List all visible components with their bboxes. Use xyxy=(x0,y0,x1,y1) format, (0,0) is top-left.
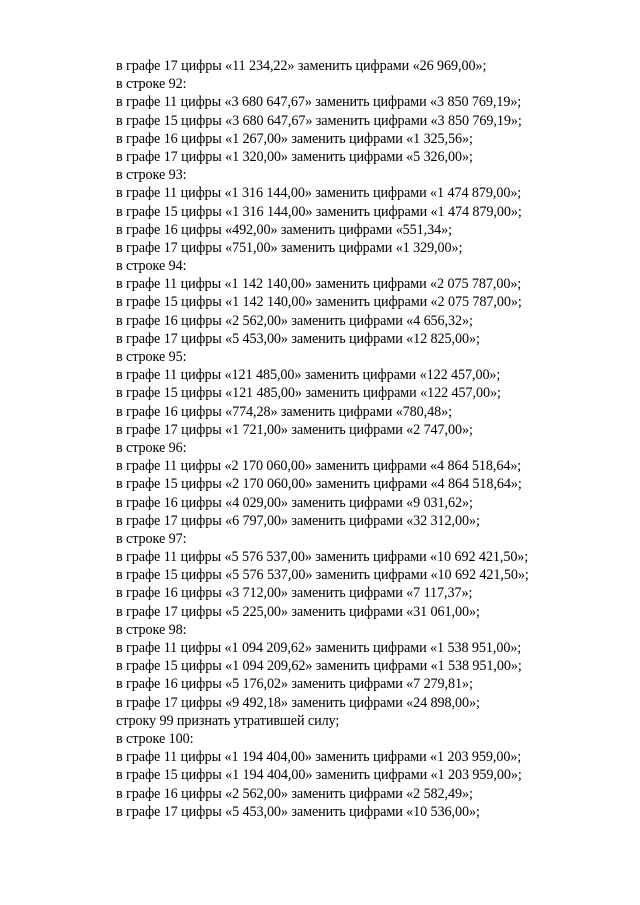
text-line: в графе 11 цифры «1 316 144,00» заменить цифрами «1 474 879,00»; xyxy=(116,185,522,202)
row-heading: в строке 95: xyxy=(116,349,187,365)
row-heading: в строке 97: xyxy=(116,530,187,547)
row-heading: в строке 96: xyxy=(116,439,187,456)
text-line: в графе 16 цифры «2 562,00» заменить цифрами «4 656,32»; xyxy=(116,312,473,329)
text-line: в графе 15 цифры «1 194 404,00» заменить цифрами «1 203 959,00»; xyxy=(116,767,522,784)
row-heading: в строке 100: xyxy=(116,730,194,747)
text-line: в графе 17 цифры «5 225,00» заменить цифрами «31 061,00»; xyxy=(116,603,480,620)
text-line: в графе 11 цифры «2 170 060,00» заменить цифрами «4 864 518,64»; xyxy=(116,458,522,475)
text-line: в графе 11 цифры «3 680 647,67» заменить цифрами «3 850 769,19»; xyxy=(116,94,522,111)
text-line: в графе 11 цифры «5 576 537,00» заменить цифрами «10 692 421,50»; xyxy=(116,549,529,566)
text-line: в графе 17 цифры «5 453,00» заменить цифрами «12 825,00»; xyxy=(116,330,480,347)
text-line: в графе 17 цифры «5 453,00» заменить цифрами «10 536,00»; xyxy=(116,803,480,820)
text-line: в графе 16 цифры «774,28» заменить цифрами «780,48»; xyxy=(116,403,452,420)
document-body xyxy=(116,57,616,821)
row-heading: в строке 92: xyxy=(116,76,187,93)
text-line: в графе 16 цифры «3 712,00» заменить цифрами «7 117,37»; xyxy=(116,585,473,602)
text-line: строку 99 признать утратившей силу; xyxy=(116,712,340,729)
text-line: в графе 15 цифры «2 170 060,00» заменить цифрами «4 864 518,64»; xyxy=(116,476,522,493)
text-line: в графе 17 цифры «11 234,22» заменить цифрами «26 969,00»; xyxy=(116,58,487,74)
row-heading: в строке 93: xyxy=(116,167,187,184)
text-line: в графе 11 цифры «1 142 140,00» заменить цифрами «2 075 787,00»; xyxy=(116,276,522,293)
text-line: в графе 15 цифры «1 316 144,00» заменить цифрами «1 474 879,00»; xyxy=(116,203,522,220)
text-line: в графе 16 цифры «2 562,00» заменить цифрами «2 582,49»; xyxy=(116,785,473,802)
text-line: в графе 17 цифры «9 492,18» заменить цифрами «24 898,00»; xyxy=(116,694,480,711)
text-line: в графе 15 цифры «121 485,00» заменить цифрами «122 457,00»; xyxy=(116,385,501,402)
row-heading: в строке 94: xyxy=(116,258,187,275)
text-line: в графе 16 цифры «1 267,00» заменить цифрами «1 325,56»; xyxy=(116,130,473,147)
text-line: в графе 15 цифры «1 142 140,00» заменить цифрами «2 075 787,00»; xyxy=(116,294,522,311)
row-heading: в строке 98: xyxy=(116,621,187,638)
text-line: в графе 15 цифры «1 094 209,62» заменить цифрами «1 538 951,00»; xyxy=(116,658,522,675)
text-line: в графе 16 цифры «4 029,00» заменить цифрами «9 031,62»; xyxy=(116,494,473,511)
text-line: в графе 17 цифры «751,00» заменить цифрами «1 329,00»; xyxy=(116,239,463,256)
text-line: в графе 17 цифры «6 797,00» заменить цифрами «32 312,00»; xyxy=(116,512,480,529)
text-line: в графе 17 цифры «1 320,00» заменить цифрами «5 326,00»; xyxy=(116,148,473,165)
text-line: в графе 17 цифры «1 721,00» заменить цифрами «2 747,00»; xyxy=(116,421,473,438)
text-line: в графе 11 цифры «1 194 404,00» заменить цифрами «1 203 959,00»; xyxy=(116,749,522,766)
text-line: в графе 16 цифры «5 176,02» заменить цифрами «7 279,81»; xyxy=(116,676,473,693)
text-line: в графе 16 цифры «492,00» заменить цифрами «551,34»; xyxy=(116,221,452,238)
text-line: в графе 11 цифры «121 485,00» заменить цифрами «122 457,00»; xyxy=(116,367,501,384)
text-line: в графе 11 цифры «1 094 209,62» заменить цифрами «1 538 951,00»; xyxy=(116,640,522,656)
text-line: в графе 15 цифры «5 576 537,00» заменить цифрами «10 692 421,50»; xyxy=(116,567,529,584)
text-line: в графе 15 цифры «3 680 647,67» заменить цифрами «3 850 769,19»; xyxy=(116,112,522,129)
